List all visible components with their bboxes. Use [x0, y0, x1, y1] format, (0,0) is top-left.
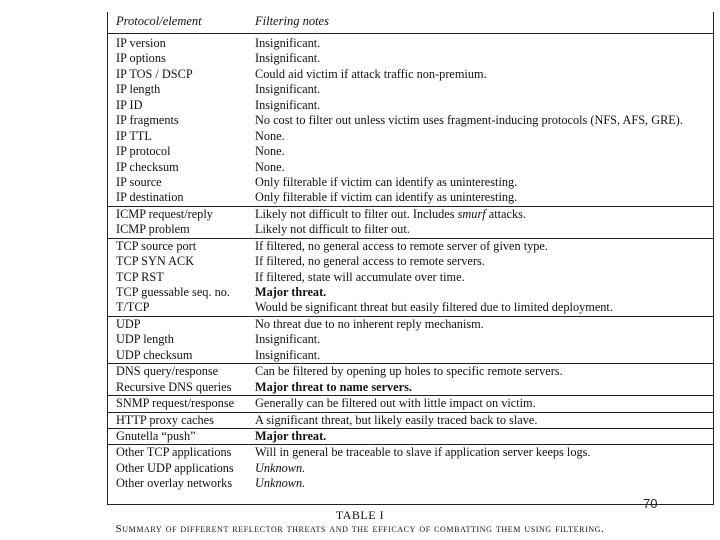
- table-row: [108, 207, 713, 222]
- note-text: Likely not difficult to filter out. Includes: [255, 206, 458, 221]
- filtering-note-cell: Can be filtered by opening up holes to specific remote servers.: [255, 364, 563, 379]
- protocol-element-cell: IP TOS / DSCP: [116, 66, 193, 81]
- protocol-element-cell: IP source: [116, 174, 162, 189]
- table-row: [108, 98, 713, 113]
- table-row: [108, 348, 713, 363]
- table-row: [108, 317, 713, 332]
- table-row: [108, 239, 713, 254]
- page-number: 70: [643, 496, 658, 511]
- protocol-element-cell: UDP length: [116, 332, 174, 347]
- filtering-note-cell: Only filterable if victim can identify as uninteresting.: [255, 174, 518, 189]
- protocol-element-cell: Other TCP applications: [116, 445, 232, 460]
- table-row: [108, 300, 713, 315]
- filtering-note-cell: None.: [255, 128, 285, 143]
- filtering-note-cell: Insignificant.: [255, 36, 321, 50]
- protocol-element-cell: Recursive DNS queries: [116, 379, 232, 394]
- filtering-note-cell: [255, 207, 526, 222]
- table-group: [108, 36, 713, 207]
- protocol-element-cell: TCP SYN ACK: [116, 254, 195, 269]
- filtering-note-cell: Unknown.: [255, 460, 306, 475]
- filtering-note-cell: Insignificant.: [255, 51, 321, 66]
- protocol-element-cell: T/TCP: [116, 300, 150, 315]
- protocol-element-cell: IP fragments: [116, 113, 179, 128]
- filtering-note-cell: If filtered, state will accumulate over time.: [255, 269, 465, 284]
- table-row: [108, 36, 713, 51]
- protocol-element-cell: IP protocol: [116, 144, 171, 159]
- filtering-note-cell: Unknown.: [255, 476, 306, 491]
- table-row: [108, 160, 713, 175]
- filtering-note-cell: Only filterable if victim can identify as uninteresting.: [255, 190, 518, 205]
- protocol-element-cell: UDP checksum: [116, 347, 193, 362]
- table-row: [108, 380, 713, 395]
- filtering-note-cell: Major threat.: [255, 428, 327, 443]
- filtering-note-cell: No cost to filter out unless victim uses fragment-inducing protocols (NFS, AFS, GRE).: [255, 113, 683, 128]
- table-row: [108, 461, 713, 476]
- filtering-note-cell: Generally can be filtered out with little impact on victim.: [255, 396, 536, 411]
- table-body: [108, 36, 713, 492]
- note-emphasis: smurf: [457, 206, 486, 221]
- protocol-element-cell: ICMP problem: [116, 222, 190, 237]
- filtering-note-cell: Insignificant.: [255, 347, 321, 362]
- protocol-element-cell: Gnutella “push”: [116, 428, 196, 443]
- table-header: [108, 12, 713, 34]
- table-row: [108, 429, 713, 444]
- protocol-element-cell: SNMP request/response: [116, 396, 235, 411]
- table-row: [108, 285, 713, 300]
- filtering-note-cell: Would be significant threat but easily filtered due to limited deployment.: [255, 300, 613, 315]
- protocol-element-cell: IP TTL: [116, 128, 152, 143]
- table-row: [108, 445, 713, 460]
- protocol-element-cell: Other UDP applications: [116, 460, 234, 475]
- table-row: [108, 332, 713, 347]
- protocol-element-cell: TCP RST: [116, 269, 164, 284]
- protocol-element-cell: IP checksum: [116, 159, 179, 174]
- table-row: [108, 222, 713, 237]
- table-group: [108, 396, 713, 412]
- filtering-note-cell: No threat due to no inherent reply mechanism.: [255, 316, 484, 331]
- table-row: [108, 254, 713, 269]
- header-filtering-notes: Filtering notes: [255, 14, 329, 28]
- table-row: [108, 144, 713, 159]
- table-row: [108, 396, 713, 411]
- filtering-note-cell: Insignificant.: [255, 82, 321, 97]
- filtering-note-cell: Insignificant.: [255, 97, 321, 112]
- filtering-note-cell: A significant threat, but likely easily traced back to slave.: [255, 412, 538, 427]
- reflector-threat-table: [107, 12, 714, 505]
- table-row: [108, 113, 713, 128]
- table-row: [108, 270, 713, 285]
- table-row: [108, 476, 713, 491]
- protocol-element-cell: DNS query/response: [116, 364, 219, 379]
- table-row: [108, 413, 713, 428]
- protocol-element-cell: TCP source port: [116, 238, 197, 253]
- filtering-note-cell: Major threat.: [255, 285, 327, 299]
- protocol-element-cell: TCP guessable seq. no.: [116, 285, 230, 299]
- table-label: TABLE I: [335, 508, 385, 522]
- table-group: [108, 239, 713, 317]
- protocol-element-cell: IP destination: [116, 190, 184, 205]
- filtering-note-cell: Will in general be traceable to slave if application server keeps logs.: [255, 445, 591, 460]
- filtering-note-cell: Likely not difficult to filter out.: [255, 222, 410, 237]
- table-row: [108, 175, 713, 190]
- protocol-element-cell: Other overlay networks: [116, 476, 233, 491]
- table-row: [108, 129, 713, 144]
- filtering-note-cell: Major threat to name servers.: [255, 379, 412, 394]
- filtering-note-cell: If filtered, no general access to remote server of given type.: [255, 238, 548, 253]
- table-group: [108, 445, 713, 491]
- protocol-element-cell: ICMP request/reply: [116, 206, 213, 221]
- protocol-element-cell: UDP: [116, 316, 141, 331]
- protocol-element-cell: IP length: [116, 82, 161, 97]
- protocol-element-cell: HTTP proxy caches: [116, 412, 214, 427]
- filtering-note-cell: If filtered, no general access to remote servers.: [255, 254, 485, 269]
- table-row: [108, 364, 713, 379]
- protocol-element-cell: IP ID: [116, 97, 143, 112]
- protocol-element-cell: IP options: [116, 51, 166, 66]
- table-group: [108, 317, 713, 364]
- filtering-note-cell: None.: [255, 144, 285, 159]
- table-row: [108, 51, 713, 66]
- header-protocol-element: Protocol/element: [116, 14, 202, 28]
- filtering-note-cell: None.: [255, 159, 285, 174]
- table-caption: Summary of different reflector threats and the efficacy of combatting them using filtering.: [115, 523, 605, 535]
- filtering-note-cell: Insignificant.: [255, 332, 321, 347]
- table-row: [108, 82, 713, 97]
- note-text: attacks.: [485, 206, 526, 221]
- table-group: [108, 364, 713, 396]
- protocol-element-cell: IP version: [116, 36, 166, 50]
- table-group: [108, 207, 713, 239]
- table-row: [108, 67, 713, 82]
- filtering-note-cell: Could aid victim if attack traffic non-premium.: [255, 66, 487, 81]
- table-group: [108, 413, 713, 429]
- table-group: [108, 429, 713, 445]
- table-row: [108, 190, 713, 205]
